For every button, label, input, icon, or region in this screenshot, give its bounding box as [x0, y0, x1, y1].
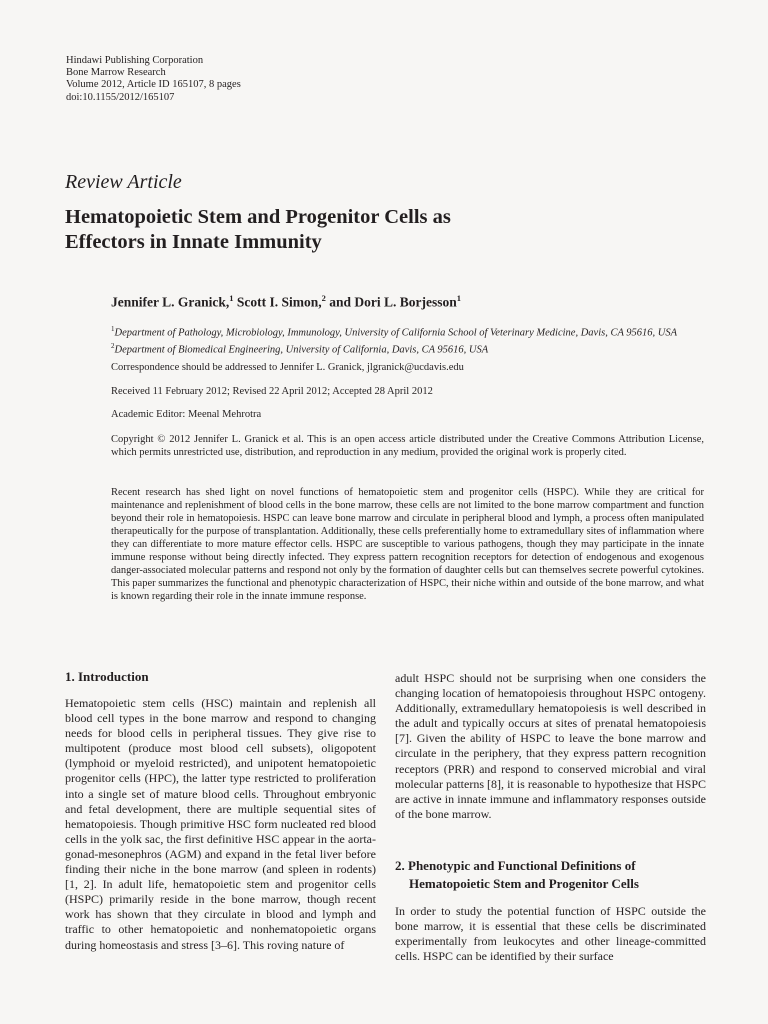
section-2-heading	[395, 857, 715, 893]
author-3: and Dori L. Borjesson	[325, 294, 457, 310]
section-1-body: Hematopoietic stem cells (HSC) maintain and replenish all blood cell types in the bone marrow and respond to changing needs for blood cells in peripheral tissues. They give rise to multipotent (produce most blood cell subsets), oligopotent (lymphoid or myeloid restricted), and unipotent hematopoietic progenitor cells (HPC), the latter type restricted to proliferation into a single set of mature blood cells. Throughout embryonic and fetal development, there are multiple sequential sites of hematopoiesis. Though primitive HSC form nucleated red blood cells in the yolk sac, the first definitive HSC appear in the aorta-gonad-mesonephros (AGM) and expand in the fetal liver before finding their niche in the bone marrow (and spleen in rodents) [1, 2]. In adult life, hematopoietic stem and progenitor cells (HSPC) primarily reside in the bone marrow, though recent work has shown that they circulate in blood and lymph and traffic to other hematopoietic and nonhematopoietic organs during homeostasis and stress [3–6]. This roving nature of	[65, 696, 376, 952]
author-2: Scott I. Simon,	[233, 294, 322, 310]
academic-editor: Academic Editor: Meenal Mehrotra	[111, 409, 262, 420]
affiliation-1-marker: 1	[111, 325, 115, 333]
author-3-affil: 1	[456, 293, 462, 303]
section-2-body: In order to study the potential function of HSPC outside the bone marrow, it is essential that these cells be discriminated experimentally from leukocytes and other lineage-committed cells. HSPC can be identified by their surface	[395, 904, 706, 964]
volume-info: Volume 2012, Article ID 165107, 8 pages	[66, 79, 241, 91]
abstract: Recent research has shed light on novel functions of hematopoietic stem and progenitor cells (HSPC). While they are critical for maintenance and replenishment of blood cells in the bone marrow, these cells are not limited to the bone marrow compartment and function beyond their role in hematopoiesis. HSPC can leave bone marrow and circulate in peripheral blood and lymph, a process often manipulated therapeutically for the purpose of transplantation. Additionally, these cells preferentially home to extramedullary sites of inflammation where they can differentiate to more mature effector cells. HSPC are susceptible to various pathogens, though they may participate in the innate immune response without being directly infected. They express pattern recognition receptors for detection of endogenous and exogenous danger-associated molecular patterns and respond not only by the formation of daughter cells but can themselves secrete powerful cytokines. This paper summarizes the functional and phenotypic characterization of HSPC, their niche within and outside of the bone marrow, and what is known regarding their role in the innate immune response.	[111, 487, 704, 602]
copyright-notice: Copyright © 2012 Jennifer L. Granick et al. This is an open access article distributed under the Creative Commons Attribution License, which permits unrestricted use, distribution, and reproduction in any medium, provided the original work is properly cited.	[111, 434, 704, 458]
section-1-continued: adult HSPC should not be surprising when one considers the changing location of hematopoiesis throughout HSPC ontogeny. Additionally, extramedullary hematopoiesis is well described in the adult and typically occurs at sites of prenatal hematopoiesis [7]. Given the ability of HSPC to leave the bone marrow and circulate in the periphery, that they express pattern recognition receptors (PRR) and respond to conserved microbial and viral molecular patterns [8], it is reasonable to hypothesize that HSPC are active in innate immune and inflammatory responses outside of the bone marrow.	[395, 671, 706, 821]
journal-header	[66, 55, 241, 104]
affiliation-2-marker: 2	[111, 341, 115, 350]
section-2-heading-line-1: 2. Phenotypic and Functional Definitions of	[395, 858, 636, 873]
author-list	[111, 293, 461, 311]
journal-name: Bone Marrow Research	[66, 67, 166, 79]
affiliation-2-text: Department of Biomedical Engineering, University of California, Davis, CA 95616, USA	[114, 344, 489, 355]
title-line-1: Hematopoietic Stem and Progenitor Cells as	[65, 206, 451, 228]
affiliations	[111, 323, 711, 356]
affiliation-2	[111, 340, 711, 357]
publisher-name: Hindawi Publishing Corporation	[66, 55, 204, 66]
title-line-2: Effectors in Innate Immunity	[65, 231, 322, 253]
doi-link[interactable]: doi:10.1155/2012/165107	[66, 91, 175, 103]
affiliation-1-text: Department of Pathology, Microbiology, Immunology, University of California School of Veterinary Medicine, Davis, CA 95616, USA	[114, 327, 678, 339]
affiliation-1	[111, 323, 711, 340]
author-1: Jennifer L. Granick,	[111, 294, 230, 310]
author-2-affil: 2	[321, 293, 326, 303]
article-type: Review Article	[65, 171, 182, 193]
correspondence: Correspondence should be addressed to Jennifer L. Granick, jlgranick@ucdavis.edu	[111, 362, 464, 373]
received-dates: Received 11 February 2012; Revised 22 April 2012; Accepted 28 April 2012	[111, 386, 433, 397]
section-1-heading: 1. Introduction	[65, 669, 149, 684]
article-title	[65, 205, 685, 255]
author-1-affil: 1	[229, 293, 234, 303]
section-2-heading-line-2: Hematopoietic Stem and Progenitor Cells	[409, 876, 639, 891]
